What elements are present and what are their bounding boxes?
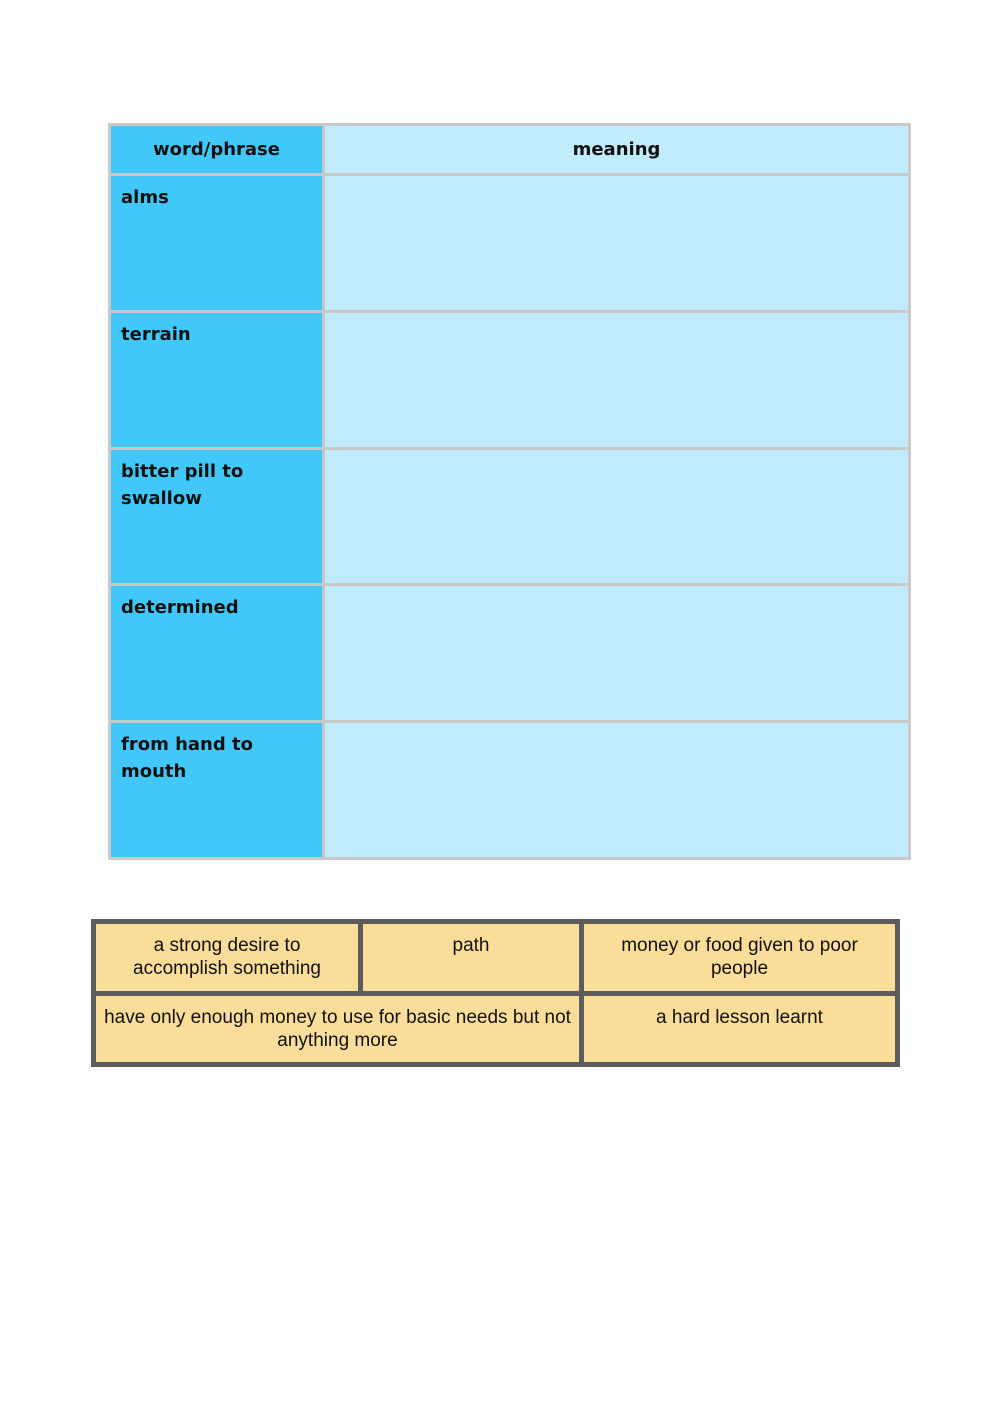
word-cell-determined: determined xyxy=(111,586,322,720)
header-meaning: meaning xyxy=(325,126,908,173)
answer-chip-hard-lesson[interactable]: a hard lesson learnt xyxy=(584,996,895,1063)
word-cell-hand-to-mouth: from hand to mouth xyxy=(111,723,322,857)
meaning-drop-zone-hand-to-mouth[interactable] xyxy=(325,723,908,857)
answer-chip-path[interactable]: path xyxy=(363,924,579,991)
answer-bank xyxy=(91,919,900,1067)
vocabulary-table xyxy=(108,123,911,860)
answer-chip-money-or-food[interactable]: money or food given to poor people xyxy=(584,924,895,991)
answer-chip-basic-needs[interactable]: have only enough money to use for basic needs but not anything more xyxy=(96,996,579,1063)
meaning-drop-zone-alms[interactable] xyxy=(325,176,908,310)
word-cell-bitter-pill: bitter pill to swallow xyxy=(111,450,322,584)
word-cell-alms: alms xyxy=(111,176,322,310)
meaning-drop-zone-bitter-pill[interactable] xyxy=(325,450,908,584)
header-word-phrase: word/phrase xyxy=(111,126,322,173)
meaning-drop-zone-determined[interactable] xyxy=(325,586,908,720)
meaning-drop-zone-terrain[interactable] xyxy=(325,313,908,447)
answer-chip-strong-desire[interactable]: a strong desire to accomplish something xyxy=(96,924,358,991)
word-cell-terrain: terrain xyxy=(111,313,322,447)
